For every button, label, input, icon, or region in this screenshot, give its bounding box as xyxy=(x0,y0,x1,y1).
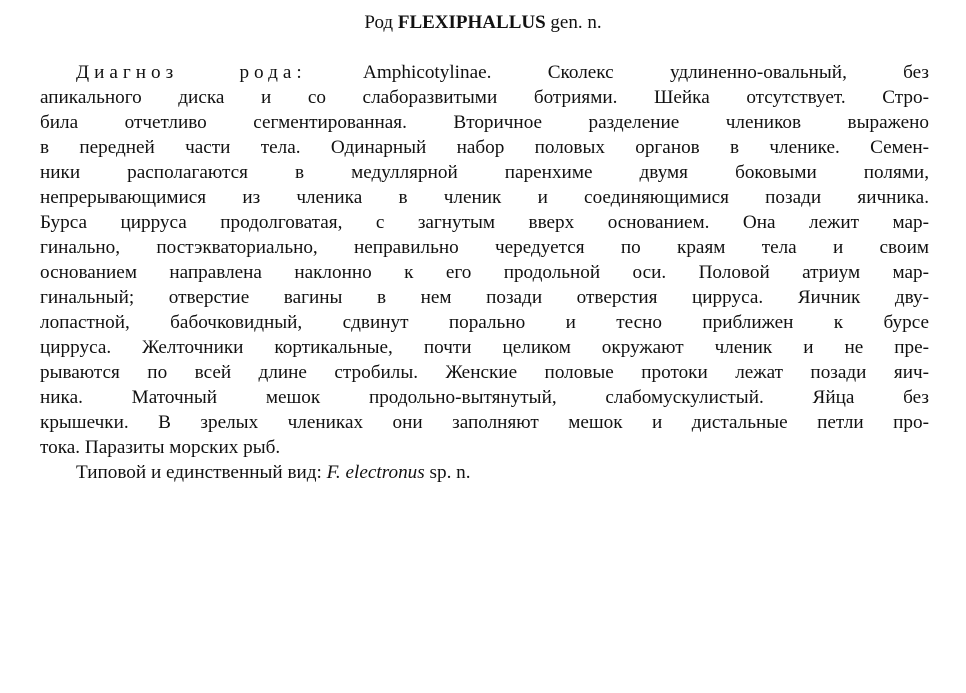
diagnosis-line: непрерывающимися из членика в членик и соединяющимися позади яичника. xyxy=(40,187,929,208)
diagnosis-line: ника. Маточный мешок продольно-вытянутый, слабомускулистый. Яйца без xyxy=(40,387,929,408)
heading-suffix: gen. n. xyxy=(550,12,602,33)
diagnosis-line: рываются по всей длине стробилы. Женские половые протоки лежат позади яич- xyxy=(40,362,929,383)
diagnosis-line: апикального диска и со слаборазвитыми ботриями. Шейка отсутствует. Стро- xyxy=(40,87,929,108)
diagnosis-line xyxy=(40,60,929,85)
type-species-label: Типовой и единственный вид: xyxy=(76,462,322,483)
diagnosis-line-text: Amphicotylinae. Сколекс удлиненно-овальный, без xyxy=(363,62,929,83)
diagnosis-line: Бурса цирруса продолговатая, с загнутым вверх основанием. Она лежит мар- xyxy=(40,212,929,233)
genus-heading xyxy=(0,8,966,38)
diagnosis-line: била отчетливо сегментированная. Вторичное разделение члеников выражено xyxy=(40,112,929,133)
diagnosis-line: цирруса. Желточники кортикальные, почти целиком окружают членик и не пре- xyxy=(40,337,929,358)
diagnosis-line: гинальный; отверстие вагины в нем позади отверстия цирруса. Яичник дву- xyxy=(40,287,929,308)
type-species-line xyxy=(40,460,929,485)
diagnosis-line: в передней части тела. Одинарный набор половых органов в членике. Семен- xyxy=(40,137,929,158)
diagnosis-line: крышечки. В зрелых члениках они заполняют мешок и дистальные петли про- xyxy=(40,412,929,433)
diagnosis-line: лопастной, бабочковидный, сдвинут порально и тесно приближен к бурсе xyxy=(40,312,929,333)
diagnosis-block xyxy=(40,60,929,485)
diagnosis-line: основанием направлена наклонно к его продольной оси. Половой атриум мар- xyxy=(40,262,929,283)
diagnosis-line: тока. Паразиты морских рыб. xyxy=(40,437,281,458)
genus-name: FLEXIPHALLUS xyxy=(397,12,546,33)
type-species-suffix: sp. n. xyxy=(429,462,471,483)
diagnosis-lead: Диагноз рода: xyxy=(76,62,307,83)
type-species-name: F. electronus xyxy=(326,462,425,483)
diagnosis-line: гинально, постэкваториально, неправильно чередуется по краям тела и своим xyxy=(40,237,929,258)
heading-prefix: Род xyxy=(364,12,394,33)
diagnosis-line: ники располагаются в медуллярной паренхиме двумя боковыми полями, xyxy=(40,162,929,183)
